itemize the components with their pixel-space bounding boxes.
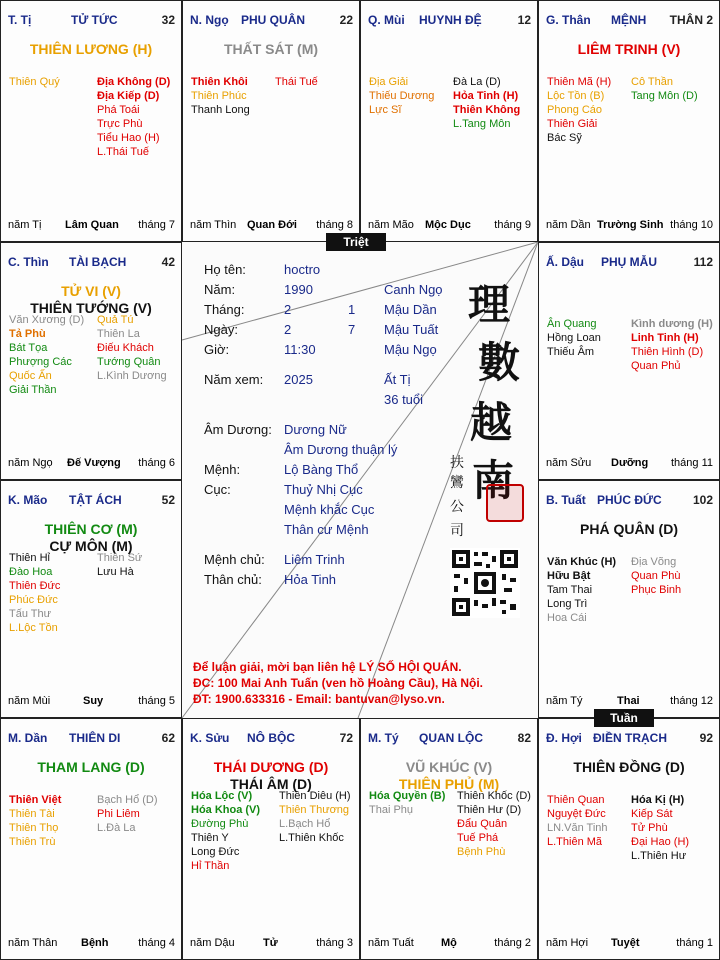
minor-star: Thiên Khôi	[191, 76, 248, 88]
minor-star: Hóa Quyền (B)	[369, 790, 446, 802]
than-chu-label: Thân chủ:	[204, 572, 262, 587]
nam-xem-label: Năm xem:	[204, 372, 264, 387]
minor-star: Thiên Trù	[9, 836, 56, 848]
palace-suu[interactable]	[182, 718, 360, 960]
palace-year: năm Mão	[368, 219, 414, 231]
palace-number: 82	[517, 731, 531, 745]
palace-left-stars	[369, 75, 434, 117]
menh-chu-label: Mệnh chủ:	[204, 552, 265, 567]
minor-star: Thiên Mã (H)	[547, 76, 612, 88]
palace-header	[1, 255, 181, 271]
palace-footer	[1, 219, 181, 233]
palace-year: năm Thân	[8, 937, 58, 949]
cuc-value-2: Mệnh khắc Cục	[284, 502, 375, 517]
gio-label: Giờ:	[204, 342, 230, 357]
sub-char-4: 司	[450, 523, 464, 539]
main-star: THIÊN PHỦ (M)	[398, 776, 500, 792]
main-star: THAM LANG (D)	[37, 759, 145, 775]
palace-name: THIÊN DI	[69, 731, 121, 745]
palace-header	[539, 731, 719, 747]
palace-number: 12	[517, 13, 531, 27]
minor-star: Long Đức	[191, 846, 240, 858]
gio-can: Mậu Ngọ	[384, 342, 437, 357]
minor-star: Giải Thần	[9, 384, 57, 396]
palace-position: M. Tý	[368, 731, 399, 745]
palace-footer	[539, 219, 719, 233]
palace-left-stars	[547, 317, 601, 359]
minor-star: Thiên Tài	[9, 808, 55, 820]
palace-header	[1, 493, 181, 509]
minor-star: Hỏa Tinh (H)	[453, 90, 519, 102]
palace-footer	[539, 937, 719, 951]
minor-star: Thiên Khốc (D)	[457, 790, 531, 802]
palace-month: tháng 10	[670, 219, 713, 231]
palace-year: năm Dậu	[190, 937, 235, 949]
minor-star: Phục Binh	[631, 584, 682, 596]
than-chu-value: Hỏa Tinh	[284, 572, 337, 587]
minor-star: Phá Toái	[97, 104, 140, 116]
minor-star: Thiên Quý	[9, 76, 60, 88]
palace-right-stars	[453, 75, 520, 131]
calligraphy-char-1: 理	[468, 280, 511, 329]
calligraphy-char-3: 越	[470, 398, 513, 447]
contact-line-2: ĐC: 100 Mai Anh Tuấn (ven hồ Hoàng Cầu), Hà Nội.	[193, 676, 484, 690]
palace-year: năm Dần	[546, 219, 591, 231]
minor-star: Hóa Lộc (V)	[191, 790, 253, 802]
minor-star: Phi Liêm	[97, 808, 140, 820]
minor-star: Văn Xương (D)	[9, 314, 85, 326]
nam-xem-can: Ất Tị	[384, 372, 411, 387]
palace-header	[539, 255, 719, 271]
palace-position: N. Ngọ	[190, 13, 229, 27]
minor-star: Bát Tọa	[9, 342, 48, 354]
palace-thin[interactable]	[0, 242, 182, 480]
contact-line-3: ĐT: 1900.633316 - Email: bantuvan@lyso.vn.	[193, 692, 445, 706]
ngay-can: Mậu Tuất	[384, 322, 439, 337]
minor-star: Lộc Tồn (B)	[547, 90, 605, 102]
triet-tag: Triệt	[326, 233, 386, 251]
palace-month: tháng 8	[316, 219, 353, 231]
minor-star: Quan Phủ	[631, 360, 681, 372]
main-star: THIÊN LƯƠNG (H)	[29, 41, 153, 57]
minor-star: Thiên Quan	[547, 794, 605, 806]
palace-month: tháng 9	[494, 219, 531, 231]
main-star: THÁI DƯƠNG (D)	[213, 759, 329, 775]
palace-year: năm Hợi	[546, 937, 589, 949]
minor-star: Đại Hao (H)	[631, 836, 690, 848]
main-star: LIÊM TRINH (V)	[577, 41, 681, 57]
palace-tuat[interactable]	[538, 480, 720, 718]
minor-star: L.Tang Môn	[453, 118, 511, 130]
palace-position: Đ. Hợi	[546, 731, 582, 745]
palace-right-stars	[275, 75, 318, 89]
palace-stage: Tuyệt	[611, 937, 640, 949]
minor-star: Văn Khúc (H)	[547, 556, 617, 568]
palace-right-stars	[279, 789, 351, 845]
contact-line-1: Để luận giải, mời bạn liên hệ LÝ SỐ HỘI QUÁN.	[193, 660, 462, 674]
minor-star: Thiếu Âm	[547, 346, 595, 358]
palace-footer	[1, 457, 181, 471]
minor-star: L.Thiên Khốc	[279, 832, 344, 844]
am-duong-value-2: Âm Dương thuận lý	[284, 442, 398, 457]
sub-char-1: 扶	[450, 455, 464, 471]
palace-name: PHỤ MẪU	[601, 255, 657, 269]
palace-right-stars	[631, 555, 681, 597]
main-star: THIÊN TƯỚNG (V)	[30, 300, 152, 316]
minor-star: L.Thiên Mã	[547, 836, 603, 848]
main-star: CỰ MÔN (M)	[49, 538, 133, 554]
palace-name: TỬ TỨC	[71, 13, 118, 27]
main-star: THIÊN CƠ (M)	[44, 521, 138, 537]
palace-footer	[539, 695, 719, 709]
palace-position: K. Sửu	[190, 731, 230, 745]
palace-number: 62	[161, 731, 175, 745]
menh-value: Lộ Bàng Thổ	[284, 462, 359, 477]
palace-left-stars	[369, 789, 445, 817]
palace-position: K. Mão	[8, 493, 48, 507]
minor-star: Hữu Bật	[547, 570, 591, 582]
thang-am: 1	[348, 302, 356, 317]
minor-star: Hỉ Thần	[191, 860, 230, 872]
palace-header	[539, 493, 719, 509]
minor-star: Tử Phù	[631, 822, 668, 834]
palace-header	[183, 13, 359, 29]
minor-star: Tam Thai	[547, 584, 593, 596]
palace-stage: Trường Sinh	[597, 219, 664, 231]
minor-star: Bác Sỹ	[547, 132, 582, 144]
minor-star: Đường Phù	[191, 818, 249, 830]
palace-year: năm Tị	[8, 219, 42, 231]
palace-position: G. Thân	[546, 13, 591, 27]
palace-left-stars	[9, 551, 60, 635]
palace-month: tháng 6	[138, 457, 175, 469]
palace-position: C. Thìn	[8, 255, 49, 269]
palace-footer	[1, 937, 181, 951]
palace-position: B. Tuất	[546, 493, 586, 507]
minor-star: Kiếp Sát	[631, 808, 673, 820]
palace-stage: Mộ	[441, 937, 457, 949]
palace-right-stars	[97, 793, 158, 835]
minor-star: Hồng Loan	[547, 332, 601, 344]
minor-star: Điếu Khách	[97, 342, 154, 354]
red-seal-stamp-icon	[486, 484, 524, 522]
palace-stage: Đế Vượng	[67, 457, 121, 469]
qr-code-icon	[450, 548, 520, 618]
minor-star: Tuế Phá	[457, 832, 499, 844]
minor-star: Bạch Hổ (D)	[97, 794, 158, 806]
thang-can: Mậu Dần	[384, 302, 437, 317]
palace-month: tháng 7	[138, 219, 175, 231]
am-duong-label: Âm Dương:	[204, 422, 272, 437]
minor-star: Thiên Đức	[9, 580, 61, 592]
minor-star: Lưu Hà	[97, 566, 134, 578]
menh-label: Mệnh:	[204, 462, 241, 477]
palace-year: năm Mùi	[8, 695, 51, 707]
palace-left-stars	[9, 313, 84, 397]
minor-star: Phúc Đức	[9, 594, 58, 606]
palace-number: 22	[339, 13, 353, 27]
palace-right-stars	[97, 75, 170, 159]
palace-stage: Thai	[617, 695, 640, 707]
minor-star: Hóa Kị (H)	[631, 794, 685, 806]
palace-month: tháng 1	[676, 937, 713, 949]
palace-name: MỆNH	[611, 13, 647, 27]
palace-stage: Tử	[263, 937, 278, 949]
minor-star: Trực Phù	[97, 118, 143, 130]
minor-star: Thiên Hình (D)	[631, 346, 704, 358]
nam-value: 1990	[284, 282, 313, 297]
palace-header	[361, 731, 537, 747]
sub-char-2: 鸞	[450, 475, 464, 491]
palace-stage: Bệnh	[81, 937, 109, 949]
minor-star: Đào Hoa	[9, 566, 53, 578]
palace-position: Ấ. Dậu	[546, 255, 585, 269]
minor-star: Địa Không (D)	[97, 76, 171, 88]
minor-star: Linh Tinh (H)	[631, 332, 699, 344]
minor-star: Thiên Hỉ	[9, 552, 50, 564]
minor-star: Hóa Khoa (V)	[191, 804, 261, 816]
calligraphy-char-2: 數	[478, 338, 521, 387]
minor-star: Thiên Giải	[547, 118, 598, 130]
palace-hoi[interactable]	[538, 718, 720, 960]
minor-star: Cô Thần	[631, 76, 673, 88]
sub-char-3: 公	[450, 499, 464, 515]
palace-year: năm Sửu	[546, 457, 592, 469]
cuc-value-3: Thân cư Mệnh	[284, 522, 369, 537]
palace-left-stars	[191, 75, 250, 117]
minor-star: Địa Kiếp (D)	[97, 90, 160, 102]
minor-star: L.Đà La	[97, 822, 136, 834]
palace-number: 112	[693, 255, 713, 269]
palace-header	[1, 13, 181, 29]
palace-left-stars	[191, 789, 260, 873]
main-star: PHÁ QUÂN (D)	[580, 521, 678, 537]
palace-right-stars	[631, 75, 698, 103]
thang-duong: 2	[284, 302, 292, 317]
palace-name: QUAN LỘC	[419, 731, 483, 745]
minor-star: Nguyệt Đức	[547, 808, 606, 820]
main-star: THẤT SÁT (M)	[223, 41, 319, 57]
nam-label: Năm:	[204, 282, 236, 297]
cuc-value: Thuỷ Nhị Cục	[284, 482, 363, 497]
thang-label: Tháng:	[204, 302, 245, 317]
minor-star: Thiên Thương	[279, 804, 350, 816]
minor-star: Thiếu Dương	[369, 90, 435, 102]
minor-star: Quả Tú	[97, 314, 134, 326]
main-star: THIÊN ĐỒNG (D)	[573, 759, 685, 775]
palace-dau[interactable]	[538, 242, 720, 480]
minor-star: Đẩu Quân	[457, 818, 508, 830]
minor-star: Địa Giải	[369, 76, 409, 88]
minor-star: Thiên Việt	[9, 794, 62, 806]
palace-month: tháng 3	[316, 937, 353, 949]
palace-month: tháng 12	[670, 695, 713, 707]
palace-footer	[361, 937, 537, 951]
palace-ti[interactable]	[0, 0, 182, 242]
minor-star: Quan Phù	[631, 570, 681, 582]
minor-star: Bệnh Phù	[457, 846, 506, 858]
palace-year: năm Thìn	[190, 219, 237, 231]
palace-stage: Dưỡng	[611, 457, 649, 469]
palace-than[interactable]	[538, 0, 720, 242]
main-star: TỬ VI (V)	[61, 283, 121, 299]
minor-star: L.Thái Tuế	[97, 146, 149, 158]
minor-star: Thiên Y	[191, 832, 229, 844]
minor-star: Tướng Quân	[97, 356, 161, 368]
minor-star: Thái Tuế	[275, 76, 318, 88]
palace-right-stars	[457, 789, 531, 859]
minor-star: Hoa Cái	[547, 612, 587, 624]
minor-star: Địa Võng	[631, 556, 677, 568]
palace-stage: Suy	[83, 695, 104, 707]
minor-star: Thiên Hư (D)	[457, 804, 522, 816]
ho-ten-label: Họ tên:	[204, 262, 246, 277]
minor-star: Ân Quang	[547, 318, 597, 330]
gio-value: 11:30	[284, 342, 316, 357]
minor-star: L.Lộc Tồn	[9, 622, 58, 634]
palace-left-stars	[9, 793, 61, 849]
palace-right-stars	[97, 551, 142, 579]
palace-name: TẬT ÁCH	[69, 493, 122, 507]
palace-stage: Mộc Dục	[425, 219, 471, 231]
palace-header	[539, 13, 719, 29]
tuan-tag: Tuần	[594, 709, 654, 727]
nam-xem-value: 2025	[284, 372, 313, 387]
palace-footer	[361, 219, 537, 233]
minor-star: Lực Sĩ	[369, 104, 402, 116]
minor-star: Tiểu Hao (H)	[97, 132, 160, 144]
minor-star: Thiên Sứ	[97, 552, 143, 564]
minor-star: Thiên Phúc	[191, 90, 247, 102]
main-star: VŨ KHÚC (V)	[405, 759, 493, 775]
minor-star: Tang Môn (D)	[631, 90, 698, 102]
palace-ty[interactable]	[360, 718, 538, 960]
minor-star: Thiên Diêu (H)	[279, 790, 351, 802]
ngay-am: 7	[348, 322, 356, 337]
minor-star: Tả Phù	[9, 328, 46, 340]
palace-position: Q. Mùi	[368, 13, 405, 27]
palace-name: PHÚC ĐỨC	[597, 493, 662, 507]
minor-star: Phượng Các	[9, 356, 72, 368]
palace-footer	[183, 219, 359, 233]
palace-stage: Quan Đới	[247, 219, 297, 231]
palace-number: 32	[161, 13, 175, 27]
palace-header	[361, 13, 537, 29]
palace-month: tháng 5	[138, 695, 175, 707]
nam-can: Canh Ngọ	[384, 282, 443, 297]
palace-year: năm Tuất	[368, 937, 414, 949]
ngay-label: Ngày:	[204, 322, 238, 337]
minor-star: Quốc Ấn	[9, 370, 52, 382]
palace-year: năm Ngọ	[8, 457, 53, 469]
palace-position: M. Dần	[8, 731, 48, 745]
palace-month: tháng 11	[670, 457, 713, 469]
palace-left-stars	[9, 75, 60, 89]
palace-number: 72	[339, 731, 353, 745]
palace-stage: Lâm Quan	[65, 219, 119, 231]
palace-footer	[1, 695, 181, 709]
palace-number: 52	[161, 493, 175, 507]
tuoi-value: 36 tuổi	[384, 392, 424, 407]
palace-position: T. Tị	[8, 13, 32, 27]
minor-star: L.Bạch Hổ	[279, 818, 331, 830]
minor-star: LN.Văn Tinh	[547, 822, 608, 834]
palace-footer	[183, 937, 359, 951]
palace-right-stars	[631, 793, 689, 863]
palace-year: năm Tý	[546, 695, 583, 707]
ngay-duong: 2	[284, 322, 292, 337]
palace-dan[interactable]	[0, 718, 182, 960]
palace-mao[interactable]	[0, 480, 182, 718]
minor-star: Đà La (D)	[453, 76, 501, 88]
palace-name: NÔ BỘC	[247, 731, 295, 745]
minor-star: Phong Cáo	[547, 104, 603, 116]
menh-chu-value: Liêm Trinh	[284, 552, 345, 567]
am-duong-value: Dương Nữ	[284, 422, 347, 437]
minor-star: Thiên La	[97, 328, 140, 340]
palace-ngo[interactable]	[182, 0, 360, 242]
palace-name: ĐIỀN TRẠCH	[593, 731, 667, 745]
minor-star: Kình dương (H)	[631, 318, 713, 330]
palace-mui[interactable]	[360, 0, 538, 242]
palace-name: PHU QUÂN	[241, 13, 306, 27]
palace-month: tháng 2	[494, 937, 531, 949]
minor-star: Thiên Thọ	[9, 822, 59, 834]
palace-number: 92	[699, 731, 713, 745]
minor-star: L.Thiên Hư	[631, 850, 687, 862]
palace-left-stars	[547, 75, 611, 145]
palace-name: TÀI BẠCH	[69, 255, 127, 269]
palace-header	[183, 731, 359, 747]
palace-name: HUYNH ĐỆ	[419, 13, 482, 27]
palace-number: THÂN 2	[669, 13, 713, 27]
palace-left-stars	[547, 555, 616, 625]
palace-right-stars	[97, 313, 167, 383]
ho-ten-value: hoctro	[284, 262, 321, 277]
palace-number: 102	[692, 493, 713, 507]
main-star: THÁI ÂM (D)	[230, 776, 312, 792]
cuc-label: Cục:	[204, 482, 231, 497]
minor-star: Thiên Không	[453, 104, 521, 116]
minor-star: L.Kình Dương	[97, 370, 167, 382]
palace-month: tháng 4	[138, 937, 175, 949]
minor-star: Tấu Thư	[9, 608, 52, 620]
palace-left-stars	[547, 793, 608, 849]
palace-number: 42	[161, 255, 175, 269]
palace-right-stars	[631, 317, 713, 373]
minor-star: Thai Phụ	[369, 804, 414, 816]
calligraphy-char-4: 南	[472, 456, 515, 505]
minor-star: Thanh Long	[191, 104, 250, 116]
minor-star: Long Trì	[547, 598, 588, 610]
palace-header	[1, 731, 181, 747]
palace-footer	[539, 457, 719, 471]
